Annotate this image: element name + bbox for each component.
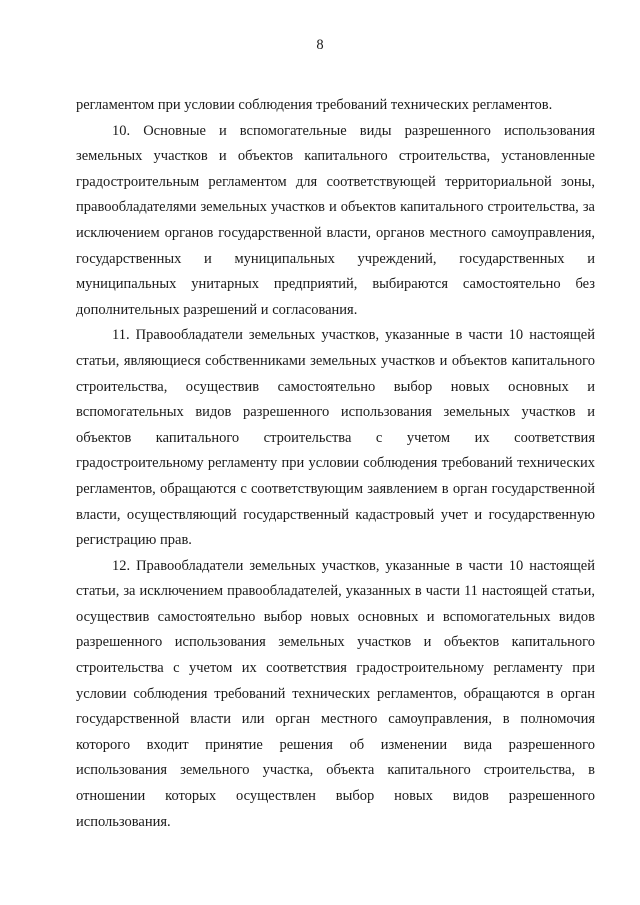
paragraph-11: 11. Правообладатели земельных участков, указанные в части 10 настоящей статьи, являющиеся собственниками земельных участков и объектов капитального строительства, осуществив самостоятельно выбор новых основных и вспомогательных видов разрешенного использования земельных участков и объектов капитального строительства с учетом их соответствия градостроительному регламенту при условии соблюдения требований технических регламентов, обращаются с соответствующим заявлением в орган государственной власти, осуществляющий государственный кадастровый учет и государственную регистрацию прав. [76,327,595,549]
paragraph-12: 12. Правообладатели земельных участков, указанные в части 10 настоящей статьи, за исключением правообладателей, указанных в части 11 настоящей статьи, осуществив самостоятельно выбор новых основных и вспомогательных видов разрешенного использования земельных участков и объектов капитального строительства с учетом их соответствия градостроительному регламенту при условии соблюдения требований технических регламентов, обращаются в орган государственной власти или орган местного самоуправления, в полномочия которого входит принятие решения об изменении вида разрешенного использования земельного участка, объекта капитального строительства, в отношении которых осуществлен выбор новых видов разрешенного использования. [76,557,595,830]
paragraph-continuation: регламентом при условии соблюдения требований технических регламентов. [76,97,553,113]
paragraph-10: 10. Основные и вспомогательные виды разрешенного использования земельных участков и объектов капитального строительства, установленные градостроительным регламентом для соответствующей территориальной зоны, правообладателями земельных участков и объектов капитального строительства, за исключением органов государственной власти, органов местного самоуправления, государственных и муниципальных учреждений, государственных и муниципальных унитарных предприятий, выбираются самостоятельно без дополнительных разрешений и согласования. [76,122,595,318]
page-number: 8 [316,37,324,53]
document-body [76,93,595,835]
